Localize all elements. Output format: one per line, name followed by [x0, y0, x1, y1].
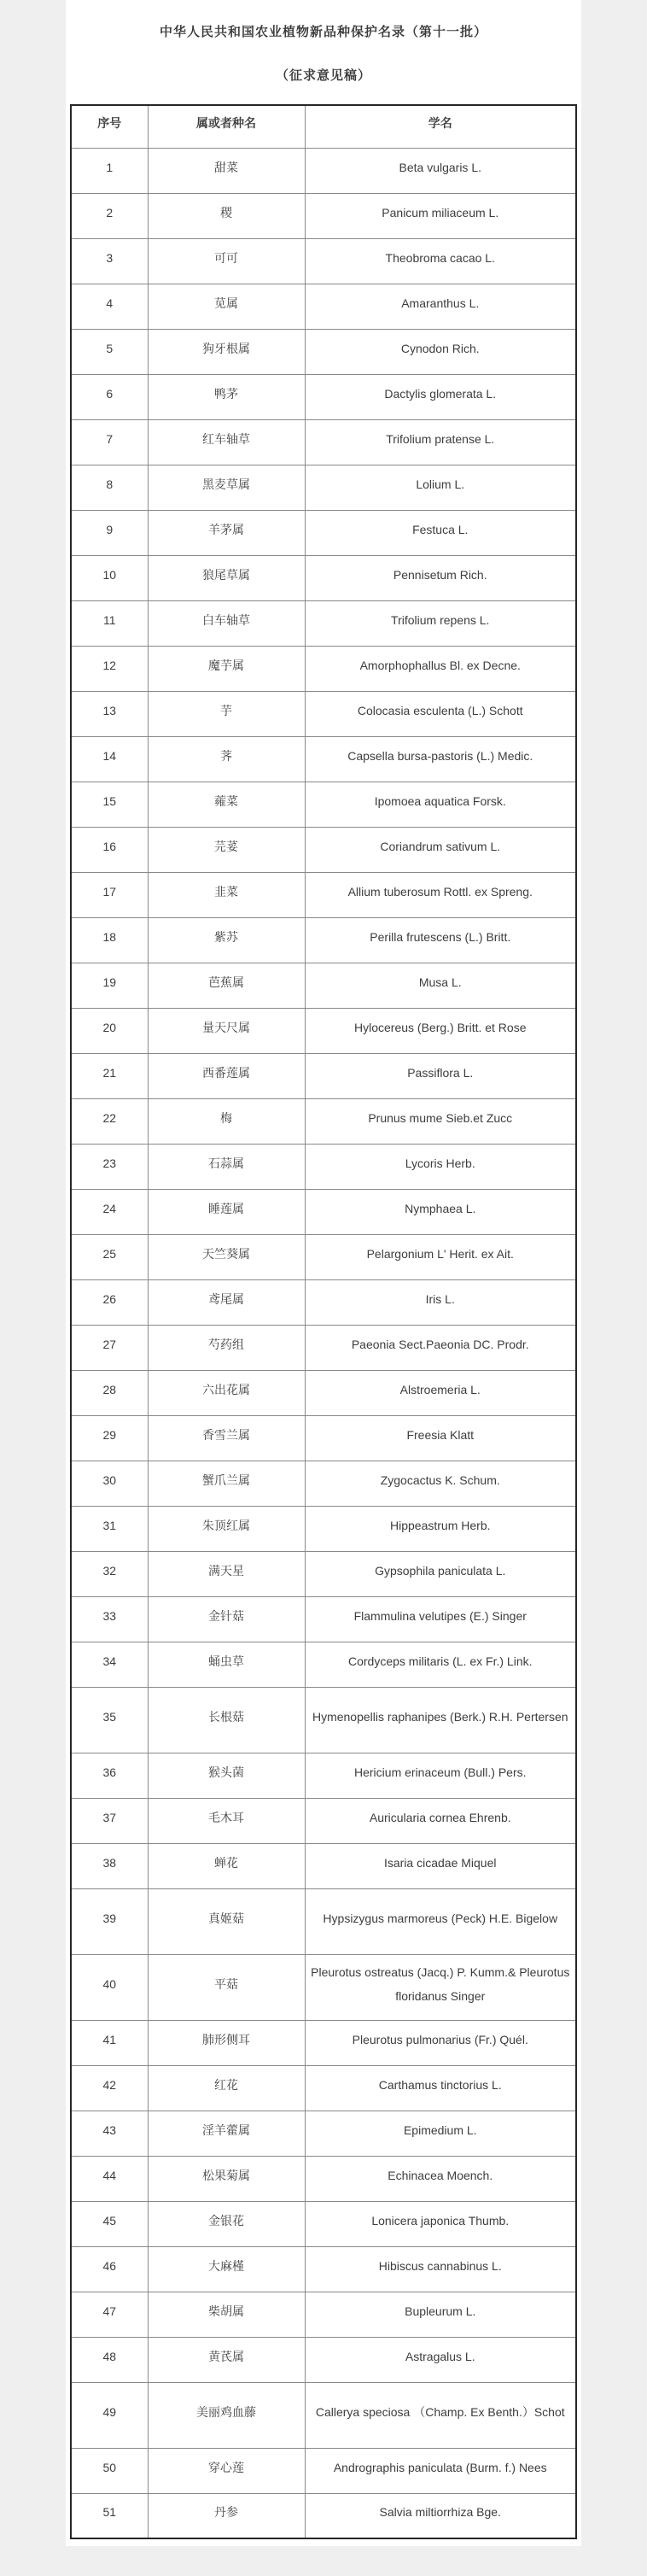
row-name-cn: 黄芪属 [148, 2337, 305, 2382]
table-row [71, 1596, 576, 1642]
row-name-cn: 猴头菌 [148, 1753, 305, 1798]
row-name-cn: 红花 [148, 2065, 305, 2111]
row-number: 50 [71, 2448, 148, 2493]
table-row [71, 1687, 576, 1753]
table-row [71, 691, 576, 736]
species-table [70, 104, 577, 2539]
table-row [71, 1279, 576, 1325]
table-row [71, 917, 576, 963]
row-latin-name: Theobroma cacao L. [305, 238, 576, 284]
row-name-cn: 量天尺属 [148, 1008, 305, 1053]
row-name-cn: 白车轴草 [148, 600, 305, 646]
row-latin-name: Astragalus L. [305, 2337, 576, 2382]
row-latin-name: Lycoris Herb. [305, 1144, 576, 1189]
table-row [71, 1798, 576, 1843]
document-card [66, 0, 581, 2546]
row-name-cn: 韭菜 [148, 872, 305, 917]
row-name-cn: 平菇 [148, 1954, 305, 2020]
table-row [71, 1506, 576, 1551]
row-number: 34 [71, 1642, 148, 1687]
row-latin-name: Perilla frutescens (L.) Britt. [305, 917, 576, 963]
row-latin-name: Pelargonium L' Herit. ex Ait. [305, 1234, 576, 1279]
row-name-cn: 金银花 [148, 2201, 305, 2246]
row-latin-name: Paeonia Sect.Paeonia DC. Prodr. [305, 1325, 576, 1370]
row-number: 27 [71, 1325, 148, 1370]
row-number: 48 [71, 2337, 148, 2382]
row-latin-name: Alstroemeria L. [305, 1370, 576, 1415]
row-name-cn: 满天星 [148, 1551, 305, 1596]
table-row [71, 555, 576, 600]
row-number: 29 [71, 1415, 148, 1461]
header-no: 序号 [71, 105, 148, 148]
row-name-cn: 黑麦草属 [148, 465, 305, 510]
row-name-cn: 肺形侧耳 [148, 2020, 305, 2065]
table-row [71, 1415, 576, 1461]
row-latin-name: Callerya speciosa （Champ. Ex Benth.）Schot [305, 2382, 576, 2448]
row-number: 51 [71, 2493, 148, 2538]
row-latin-name: Pleurotus pulmonarius (Fr.) Quél. [305, 2020, 576, 2065]
table-row [71, 1843, 576, 1888]
row-number: 18 [71, 917, 148, 963]
page-subtitle: （征求意见稿） [275, 68, 371, 83]
row-latin-name: Ipomoea aquatica Forsk. [305, 782, 576, 827]
row-number: 13 [71, 691, 148, 736]
row-number: 11 [71, 600, 148, 646]
table-row [71, 2201, 576, 2246]
row-latin-name: Auricularia cornea Ehrenb. [305, 1798, 576, 1843]
row-latin-name: Echinacea Moench. [305, 2156, 576, 2201]
row-name-cn: 长根菇 [148, 1687, 305, 1753]
row-number: 10 [71, 555, 148, 600]
row-name-cn: 天竺葵属 [148, 1234, 305, 1279]
row-number: 21 [71, 1053, 148, 1098]
table-row [71, 1234, 576, 1279]
table-row [71, 2065, 576, 2111]
row-latin-name: Gypsophila paniculata L. [305, 1551, 576, 1596]
row-name-cn: 紫苏 [148, 917, 305, 963]
row-name-cn: 石蒜属 [148, 1144, 305, 1189]
row-name-cn: 蝉花 [148, 1843, 305, 1888]
table-header-row [71, 105, 576, 148]
row-name-cn: 睡莲属 [148, 1189, 305, 1234]
row-name-cn: 丹参 [148, 2493, 305, 2538]
table-row [71, 1642, 576, 1687]
row-latin-name: Hypsizygus marmoreus (Peck) H.E. Bigelow [305, 1888, 576, 1954]
table-row [71, 465, 576, 510]
table-row [71, 2111, 576, 2156]
table-row [71, 2448, 576, 2493]
row-name-cn: 梅 [148, 1098, 305, 1144]
table-row [71, 374, 576, 419]
table-row [71, 736, 576, 782]
row-latin-name: Prunus mume Sieb.et Zucc [305, 1098, 576, 1144]
row-number: 47 [71, 2292, 148, 2337]
row-number: 15 [71, 782, 148, 827]
table-body [71, 148, 576, 2538]
row-number: 2 [71, 193, 148, 238]
row-name-cn: 蛹虫草 [148, 1642, 305, 1687]
row-number: 41 [71, 2020, 148, 2065]
table-row [71, 2292, 576, 2337]
row-latin-name: Colocasia esculenta (L.) Schott [305, 691, 576, 736]
row-name-cn: 芋 [148, 691, 305, 736]
row-number: 49 [71, 2382, 148, 2448]
row-number: 28 [71, 1370, 148, 1415]
row-number: 36 [71, 1753, 148, 1798]
row-name-cn: 芫荽 [148, 827, 305, 872]
row-number: 45 [71, 2201, 148, 2246]
table-row [71, 600, 576, 646]
row-number: 39 [71, 1888, 148, 1954]
row-latin-name: Cordyceps militaris (L. ex Fr.) Link. [305, 1642, 576, 1687]
row-latin-name: Amaranthus L. [305, 284, 576, 329]
row-name-cn: 苋属 [148, 284, 305, 329]
row-number: 3 [71, 238, 148, 284]
row-name-cn: 芭蕉属 [148, 963, 305, 1008]
row-latin-name: Hylocereus (Berg.) Britt. et Rose [305, 1008, 576, 1053]
row-number: 22 [71, 1098, 148, 1144]
row-latin-name: Hymenopellis raphanipes (Berk.) R.H. Pertersen [305, 1687, 576, 1753]
row-latin-name: Coriandrum sativum L. [305, 827, 576, 872]
row-latin-name: Dactylis glomerata L. [305, 374, 576, 419]
title-block [66, 0, 581, 104]
row-name-cn: 羊茅属 [148, 510, 305, 555]
row-number: 5 [71, 329, 148, 374]
header-latin: 学名 [305, 105, 576, 148]
row-latin-name: Cynodon Rich. [305, 329, 576, 374]
row-latin-name: Flammulina velutipes (E.) Singer [305, 1596, 576, 1642]
table-row [71, 872, 576, 917]
table-row [71, 193, 576, 238]
row-name-cn: 蕹菜 [148, 782, 305, 827]
row-latin-name: Nymphaea L. [305, 1189, 576, 1234]
row-latin-name: Allium tuberosum Rottl. ex Spreng. [305, 872, 576, 917]
row-name-cn: 荠 [148, 736, 305, 782]
table-row [71, 827, 576, 872]
table-row [71, 1189, 576, 1234]
table-row [71, 419, 576, 465]
row-name-cn: 穿心莲 [148, 2448, 305, 2493]
header-name: 属或者种名 [148, 105, 305, 148]
row-number: 33 [71, 1596, 148, 1642]
row-latin-name: Musa L. [305, 963, 576, 1008]
row-number: 38 [71, 1843, 148, 1888]
table-row [71, 510, 576, 555]
row-number: 9 [71, 510, 148, 555]
row-latin-name: Iris L. [305, 1279, 576, 1325]
row-latin-name: Beta vulgaris L. [305, 148, 576, 193]
row-number: 42 [71, 2065, 148, 2111]
table-row [71, 238, 576, 284]
table-row [71, 2156, 576, 2201]
row-number: 1 [71, 148, 148, 193]
row-name-cn: 蟹爪兰属 [148, 1461, 305, 1506]
row-number: 17 [71, 872, 148, 917]
row-number: 31 [71, 1506, 148, 1551]
table-row [71, 2337, 576, 2382]
row-name-cn: 红车轴草 [148, 419, 305, 465]
row-latin-name: Epimedium L. [305, 2111, 576, 2156]
row-latin-name: Hippeastrum Herb. [305, 1506, 576, 1551]
row-name-cn: 鸭茅 [148, 374, 305, 419]
row-number: 46 [71, 2246, 148, 2292]
row-name-cn: 朱顶红属 [148, 1506, 305, 1551]
table-row [71, 329, 576, 374]
row-number: 32 [71, 1551, 148, 1596]
table-row [71, 1551, 576, 1596]
row-latin-name: Panicum miliaceum L. [305, 193, 576, 238]
row-name-cn: 芍药组 [148, 1325, 305, 1370]
row-number: 30 [71, 1461, 148, 1506]
table-row [71, 963, 576, 1008]
row-number: 6 [71, 374, 148, 419]
table-row [71, 2246, 576, 2292]
table-row [71, 1753, 576, 1798]
row-number: 20 [71, 1008, 148, 1053]
row-latin-name: Andrographis paniculata (Burm. f.) Nees [305, 2448, 576, 2493]
table-row [71, 1008, 576, 1053]
row-number: 7 [71, 419, 148, 465]
table-row [71, 2493, 576, 2538]
row-name-cn: 柴胡属 [148, 2292, 305, 2337]
row-name-cn: 西番莲属 [148, 1053, 305, 1098]
table-row [71, 2020, 576, 2065]
row-name-cn: 香雪兰属 [148, 1415, 305, 1461]
table-row [71, 148, 576, 193]
row-latin-name: Hericium erinaceum (Bull.) Pers. [305, 1753, 576, 1798]
row-number: 26 [71, 1279, 148, 1325]
table-row [71, 1461, 576, 1506]
row-name-cn: 稷 [148, 193, 305, 238]
row-number: 43 [71, 2111, 148, 2156]
row-latin-name: Hibiscus cannabinus L. [305, 2246, 576, 2292]
row-latin-name: Isaria cicadae Miquel [305, 1843, 576, 1888]
row-latin-name: Amorphophallus Bl. ex Decne. [305, 646, 576, 691]
row-number: 37 [71, 1798, 148, 1843]
row-number: 14 [71, 736, 148, 782]
row-number: 35 [71, 1687, 148, 1753]
table-row [71, 782, 576, 827]
table-row [71, 1144, 576, 1189]
row-latin-name: Pleurotus ostreatus (Jacq.) P. Kumm.& Pleurotus floridanus Singer [305, 1954, 576, 2020]
row-latin-name: Zygocactus K. Schum. [305, 1461, 576, 1506]
row-name-cn: 美丽鸡血藤 [148, 2382, 305, 2448]
row-name-cn: 毛木耳 [148, 1798, 305, 1843]
row-name-cn: 松果菊属 [148, 2156, 305, 2201]
row-name-cn: 可可 [148, 238, 305, 284]
row-name-cn: 魔芋属 [148, 646, 305, 691]
table-row [71, 1325, 576, 1370]
row-latin-name: Lolium L. [305, 465, 576, 510]
row-latin-name: Pennisetum Rich. [305, 555, 576, 600]
table-row [71, 1098, 576, 1144]
row-name-cn: 狗牙根属 [148, 329, 305, 374]
row-latin-name: Trifolium pratense L. [305, 419, 576, 465]
page-title: 中华人民共和国农业植物新品种保护名录（第十一批） [159, 25, 487, 39]
row-latin-name: Carthamus tinctorius L. [305, 2065, 576, 2111]
row-name-cn: 鸢尾属 [148, 1279, 305, 1325]
row-name-cn: 六出花属 [148, 1370, 305, 1415]
row-number: 16 [71, 827, 148, 872]
row-latin-name: Passiflora L. [305, 1053, 576, 1098]
row-number: 40 [71, 1954, 148, 2020]
row-number: 24 [71, 1189, 148, 1234]
row-number: 25 [71, 1234, 148, 1279]
row-latin-name: Festuca L. [305, 510, 576, 555]
row-number: 44 [71, 2156, 148, 2201]
row-name-cn: 大麻槿 [148, 2246, 305, 2292]
table-row [71, 284, 576, 329]
row-name-cn: 甜菜 [148, 148, 305, 193]
row-number: 19 [71, 963, 148, 1008]
row-number: 23 [71, 1144, 148, 1189]
row-latin-name: Trifolium repens L. [305, 600, 576, 646]
row-number: 4 [71, 284, 148, 329]
row-name-cn: 真姬菇 [148, 1888, 305, 1954]
table-row [71, 2382, 576, 2448]
table-row [71, 1888, 576, 1954]
table-row [71, 1954, 576, 2020]
row-latin-name: Bupleurum L. [305, 2292, 576, 2337]
row-number: 8 [71, 465, 148, 510]
row-latin-name: Capsella bursa-pastoris (L.) Medic. [305, 736, 576, 782]
row-latin-name: Lonicera japonica Thumb. [305, 2201, 576, 2246]
row-name-cn: 淫羊藿属 [148, 2111, 305, 2156]
row-latin-name: Freesia Klatt [305, 1415, 576, 1461]
row-name-cn: 狼尾草属 [148, 555, 305, 600]
table-row [71, 1053, 576, 1098]
row-name-cn: 金针菇 [148, 1596, 305, 1642]
table-row [71, 646, 576, 691]
table-row [71, 1370, 576, 1415]
row-number: 12 [71, 646, 148, 691]
row-latin-name: Salvia miltiorrhiza Bge. [305, 2493, 576, 2538]
